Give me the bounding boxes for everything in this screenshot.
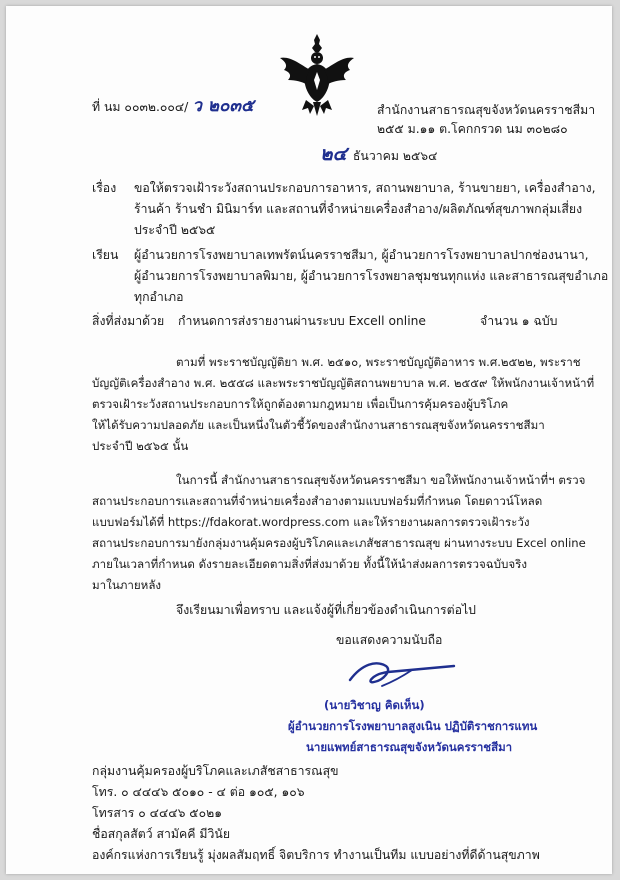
paragraph-2-line: มาในภายหลัง xyxy=(92,578,162,592)
subject-line: ประจำปี ๒๕๖๕ xyxy=(134,223,216,237)
paragraph-2-line: แบบฟอร์มได้ที่ https://fdakorat.wordpress.com และให้รายงานผลการตรวจเฝ้าระวัง xyxy=(92,515,530,529)
signature-scribble-icon xyxy=(342,654,462,694)
recipient-label: เรียน xyxy=(92,248,119,262)
sender-address: ๒๕๕ ม.๑๑ ต.โคกกรวด นม ๓๐๒๘๐ xyxy=(377,122,568,136)
closing-request: จึงเรียนมาเพื่อทราบ และแจ้งผู้ที่เกี่ยวข้องดำเนินการต่อไป xyxy=(176,603,476,617)
closing-salutation: ขอแสดงความนับถือ xyxy=(336,633,443,647)
paragraph-1-line: ประจำปี ๒๕๖๕ นั้น xyxy=(92,439,189,453)
paragraph-1-line: ตรวจเฝ้าระวังสถานประกอบการให้ถูกต้องตามกฎหมาย เพื่อเป็นการคุ้มครองผู้บริโภค xyxy=(92,397,509,411)
signer-name: (นายวิชาญ คิดเห็น) xyxy=(324,698,425,712)
sender-office: สำนักงานสาธารณสุขจังหวัดนครราชสีมา xyxy=(377,103,596,117)
recipient-line: ทุกอำเภอ xyxy=(134,290,184,304)
reference-number: ที่ นม ๐๐๓๒.๐๐๔/ ว ๒๐๓๕ xyxy=(92,96,254,116)
enclosure-label: สิ่งที่ส่งมาด้วย xyxy=(92,314,165,328)
letter-page xyxy=(6,6,612,874)
handwritten-day: ๒๔ xyxy=(320,143,347,165)
garuda-emblem-icon xyxy=(276,30,358,118)
paragraph-2-line: ภายในเวลาที่กำหนด ดังรายละเอียดตามสิ่งที่ส่งมาด้วย ทั้งนี้ให้นำส่งผลการตรวจฉบับจริง xyxy=(92,557,528,571)
subject-label: เรื่อง xyxy=(92,181,117,195)
paragraph-2-line: สถานประกอบการมายังกลุ่มงานคุ้มครองผู้บริโภคและเภสัชสาธารณสุข ผ่านทางระบบ Excel online xyxy=(92,536,586,550)
fax: โทรสาร ๐ ๔๔๔๖ ๕๐๒๑ xyxy=(92,806,223,820)
signer-title: ผู้อำนวยการโรงพยาบาลสูงเนิน ปฏิบัติราชการแทน xyxy=(288,719,538,733)
paragraph-1-line: ตามที่ พระราชบัญญัติยา พ.ศ. ๒๕๑๐, พระราชบัญญัติอาหาร พ.ศ.๒๕๒๒, พระราช xyxy=(176,355,581,369)
enclosure-quantity: จำนวน ๑ ฉบับ xyxy=(480,314,558,328)
handwritten-reference: ว ๒๐๓๕ xyxy=(192,96,254,116)
paragraph-2-line: สถานประกอบการและสถานที่จำหน่ายเครื่องสำอางตามแบบฟอร์มที่กำหนด โดยดาวน์โหลด xyxy=(92,494,543,508)
recipient-line: ผู้อำนวยการโรงพยาบาลพิมาย, ผู้อำนวยการโรงพยาลชุมชนทุกแห่ง และสาธารณสุขอำเภอ xyxy=(134,269,609,283)
recipient-line: ผู้อำนวยการโรงพยาบาลเทพรัตน์นครราชสีมา, ผู้อำนวยการโรงพยาบาลปากช่องนานา, xyxy=(134,248,589,262)
signer-title: นายแพทย์สาธารณสุขจังหวัดนครราชสีมา xyxy=(306,740,513,754)
paragraph-1-line: บัญญัติเครื่องสำอาง พ.ศ. ๒๕๕๘ และพระราชบัญญัติสถานพยาบาล พ.ศ. ๒๕๕๙ ให้พนักงานเจ้าหน้าที่ xyxy=(92,376,595,390)
contact-line: ชื่อสกุลสัตว์ สามัคคี มีวินัย xyxy=(92,827,231,841)
subject-line: ขอให้ตรวจเฝ้าระวังสถานประกอบการอาหาร, สถานพยาบาล, ร้านขายยา, เครื่องสำอาง, xyxy=(134,181,596,195)
paragraph-2-line: ในการนี้ สำนักงานสาธารณสุขจังหวัดนครราชสีมา ขอให้พนักงานเจ้าหน้าที่ฯ ตรวจ xyxy=(176,473,586,487)
subject-line: ร้านค้า ร้านชำ มินิมาร์ท และสถานที่จำหน่ายเครื่องสำอาง/ผลิตภัณฑ์สุขภาพกลุ่มเสี่ยง xyxy=(134,202,583,216)
phone: โทร. ๐ ๔๔๔๖ ๕๐๑๐ - ๔ ต่อ ๑๐๕, ๑๐๖ xyxy=(92,785,305,799)
department: กลุ่มงานคุ้มครองผู้บริโภคและเภสัชสาธารณสุข xyxy=(92,764,339,778)
enclosure-text: กำหนดการส่งรายงานผ่านระบบ Excell online xyxy=(178,314,426,328)
paragraph-1-line: ให้ได้รับความปลอดภัย และเป็นหนึ่งในตัวชี้วัดของสำนักงานสาธารณสุขจังหวัดนครราชสีมา xyxy=(92,418,545,432)
letter-date: ๒๔ ธันวาคม ๒๕๖๔ xyxy=(320,143,438,165)
motto: องค์กรแห่งการเรียนรู้ มุ่งผลสัมฤทธิ์ จิตบริการ ทำงานเป็นทีม แบบอย่างที่ดีด้านสุขภาพ xyxy=(92,848,540,862)
